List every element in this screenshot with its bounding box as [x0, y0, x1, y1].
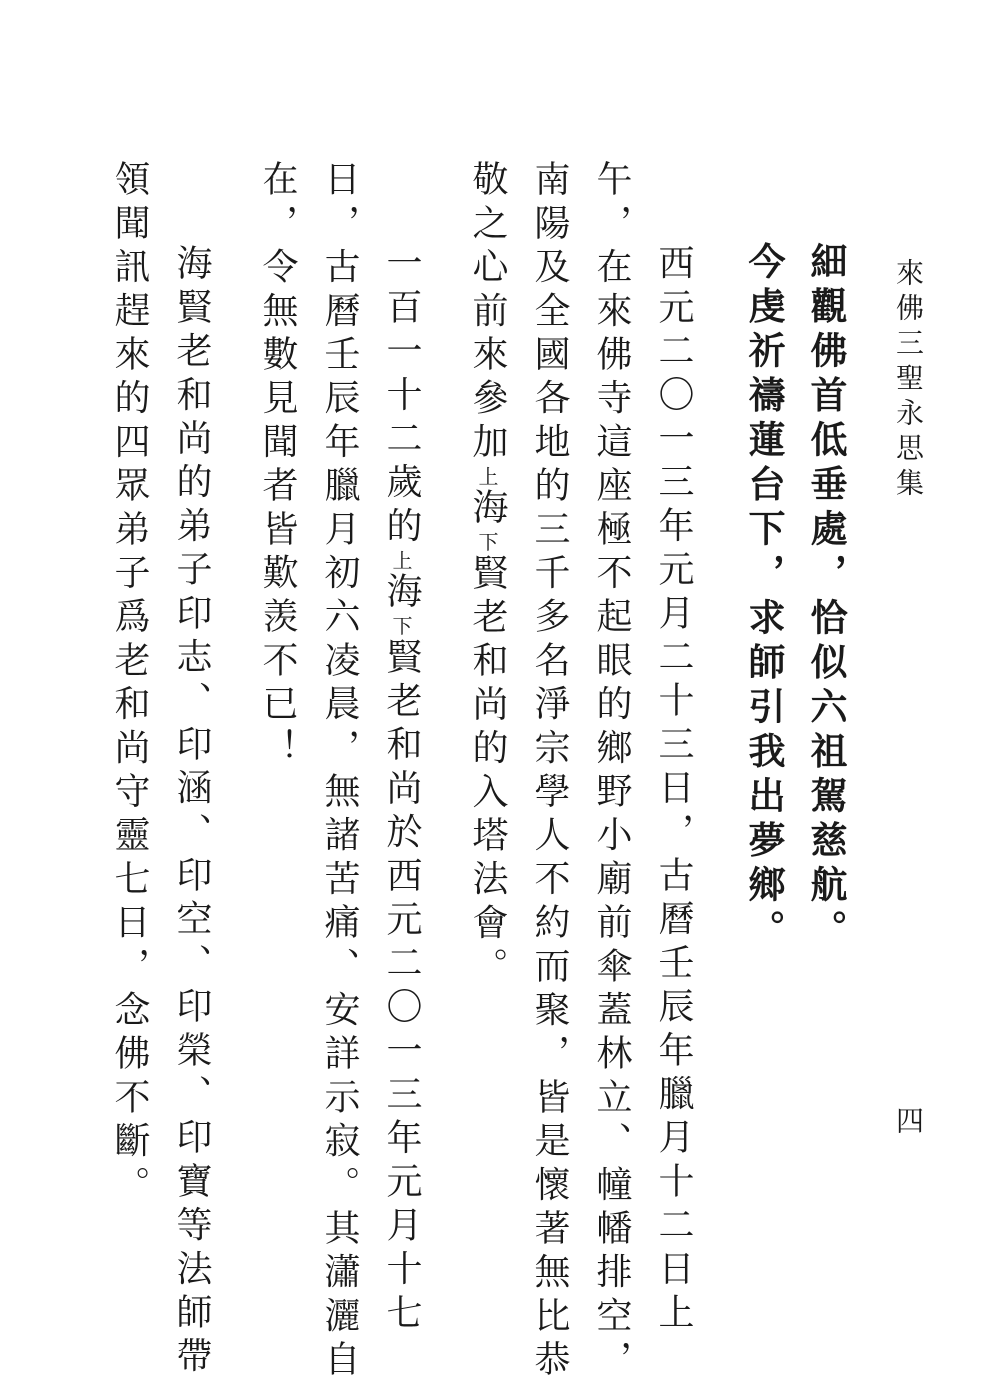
- honorific-up-mark: 上: [475, 465, 499, 488]
- body-column-4-part-c: 賢老和尚的入塔法會。: [467, 553, 508, 991]
- body-column-3: 南陽及全國各地的三千多名淨宗學人不約而聚，皆是懷著無比恭: [529, 160, 570, 1384]
- honorific-down-mark: 下: [475, 531, 499, 554]
- honorific-up-mark: 上: [389, 549, 413, 572]
- body-column-5-part-a: 一百一十二歲的: [381, 244, 422, 550]
- verse-line-1: 細觀佛首低垂處，恰似六祖駕慈航。: [804, 242, 847, 954]
- verse-line-2: 今虔祈禱蓮台下，求師引我出夢鄉。: [742, 242, 785, 954]
- body-column-5: [376, 244, 426, 1337]
- body-column-5-part-c: 賢老和尚於西元二〇一三年元月十七: [381, 637, 422, 1337]
- body-column-5-part-b: 海: [381, 571, 422, 616]
- body-column-4-part-a: 敬之心前來參加: [467, 160, 508, 466]
- body-column-4-part-b: 海: [467, 487, 508, 532]
- body-column-1: 西元二〇一三年元月二十三日，古曆壬辰年臘月十二日上: [653, 244, 694, 1337]
- body-column-4: [462, 160, 512, 991]
- honorific-down-mark: 下: [389, 615, 413, 638]
- body-column-7: 在，令無數見聞者皆歎羡不已！: [257, 160, 298, 772]
- page-number: 四: [892, 1106, 925, 1134]
- body-column-2: 午，在來佛寺這座極不起眼的鄉野小廟前傘蓋林立、幢幡排空，: [591, 160, 632, 1384]
- body-column-6: 日，古曆壬辰年臘月初六凌晨，無諸苦痛、安詳示寂。其瀟灑自: [319, 160, 360, 1384]
- book-title: 來佛三聖永思集: [892, 258, 925, 503]
- body-column-9: 領聞訊趕來的四眾弟子爲老和尚守靈七日，念佛不斷。: [109, 160, 150, 1209]
- body-column-8: 海賢老和尚的弟子印志、印涵、印空、印榮、印寶等法師帶: [171, 244, 212, 1381]
